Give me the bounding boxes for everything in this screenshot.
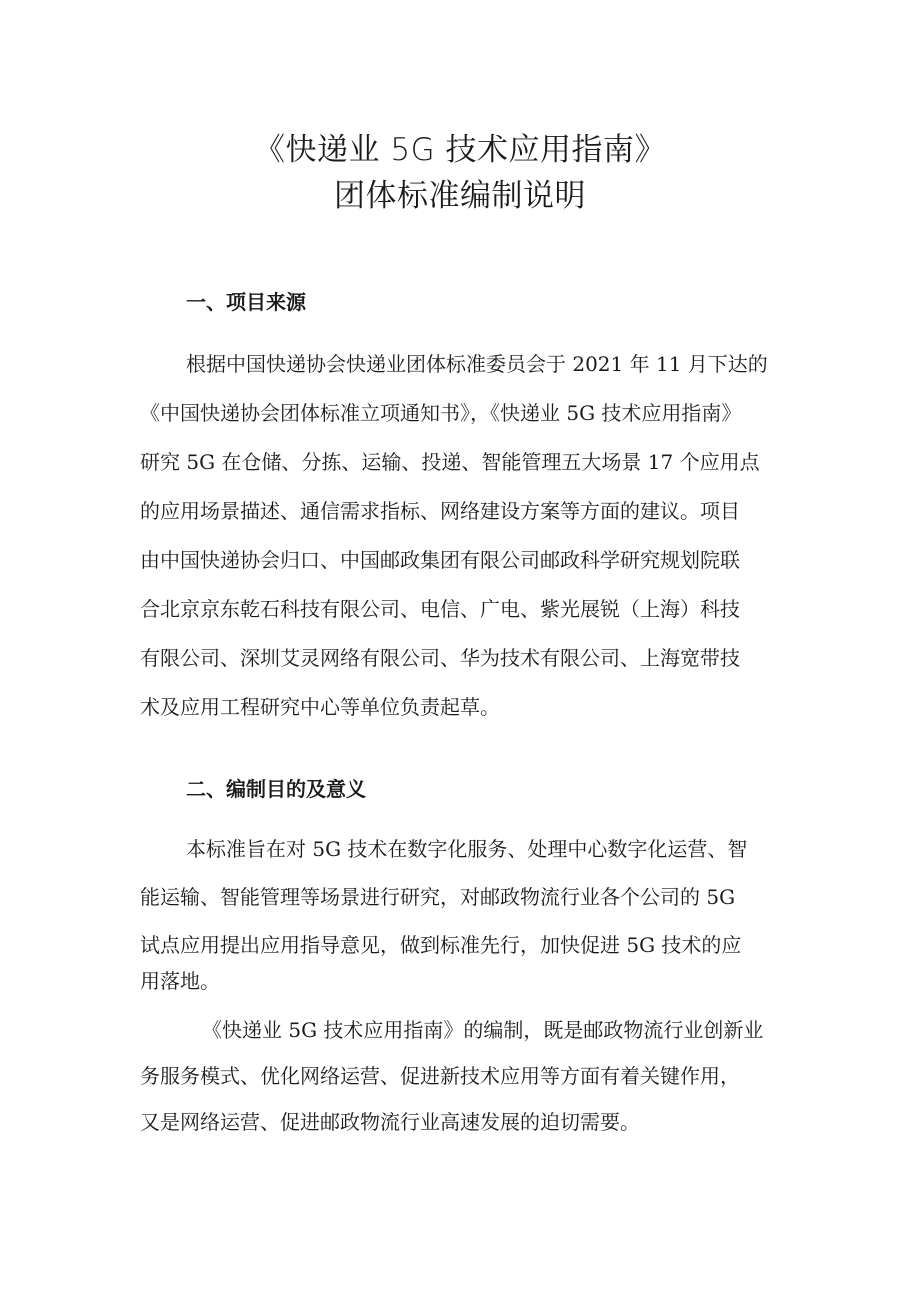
section2-heading: 二、编制目的及意义: [186, 777, 366, 801]
section2-para1-line: 能运输、智能管理等场景进行研究，对邮政物流行业各个公司的 5G: [140, 885, 736, 909]
section2-para1-line: 用落地。: [140, 969, 220, 993]
section2-para1-line: 试点应用提出应用指导意见，做到标准先行，加快促进 5G 技术的应: [140, 933, 742, 957]
section2-para1-line: 本标准旨在对 5G 技术在数字化服务、处理中心数字化运营、智: [186, 837, 748, 861]
section1-line: 研究 5G 在仓储、分拣、运输、投递、智能管理五大场景 17 个应用点: [140, 450, 760, 474]
document-title-line1: 《快递业 5G 技术应用指南》: [254, 132, 666, 168]
section1-heading: 一、项目来源: [186, 290, 306, 314]
section1-line: 由中国快递协会归口、中国邮政集团有限公司邮政科学研究规划院联: [140, 548, 740, 572]
section2-para2-line: 又是网络运营、促进邮政物流行业高速发展的迫切需要。: [140, 1110, 640, 1134]
section1-line: 合北京京东乾石科技有限公司、电信、广电、紫光展锐（上海）科技: [140, 597, 740, 621]
section1-line: 《中国快递协会团体标准立项通知书》，《快递业 5G 技术应用指南》: [140, 401, 742, 425]
section2-para2-line: 《快递业 5G 技术应用指南》的编制，既是邮政物流行业创新业: [202, 1018, 764, 1042]
document-title-line2: 团体标准编制说明: [334, 178, 586, 214]
section1-line: 根据中国快递协会快递业团体标准委员会于 2021 年 11 月下达的: [186, 352, 768, 376]
section1-line: 的应用场景描述、通信需求指标、网络建设方案等方面的建议。项目: [140, 499, 740, 523]
section1-line: 有限公司、深圳艾灵网络有限公司、华为技术有限公司、上海宽带技: [140, 646, 740, 670]
section2-para2-line: 务服务模式、优化网络运营、促进新技术应用等方面有着关键作用，: [140, 1064, 740, 1088]
section1-line: 术及应用工程研究中心等单位负责起草。: [140, 695, 500, 719]
